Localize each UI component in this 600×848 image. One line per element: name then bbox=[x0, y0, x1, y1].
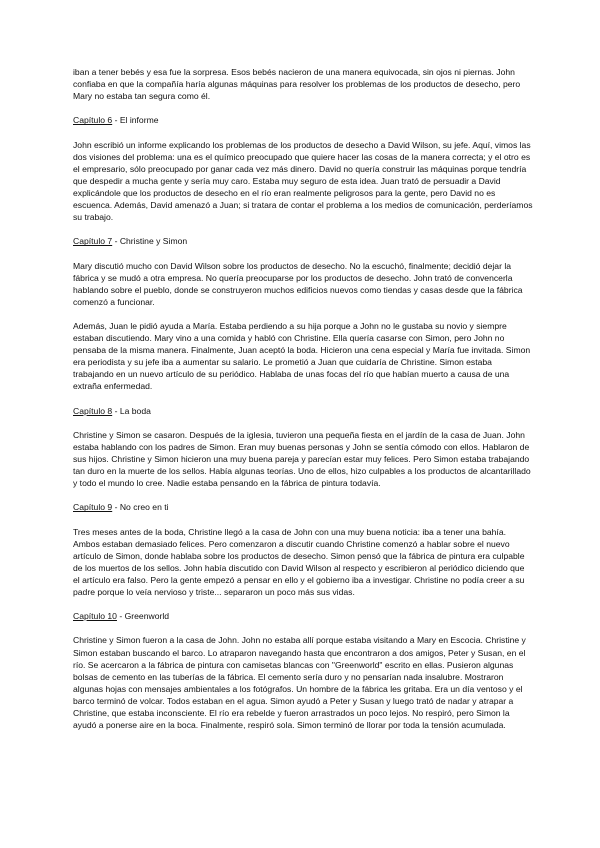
chapter-heading-8 bbox=[73, 405, 533, 417]
chapter-7-paragraph-2: Además, Juan le pidió ayuda a María. Estaba perdiendo a su hija porque a John no le gustaba su novio y siempre estaban discutiendo. Mary vino a una comida y habló con Christine. Ella quería casarse con Simon, pero John no pensaba de la misma manera. Finalmente, Juan aceptó la boda. Hicieron una cena especial y María fue invitada. Simon era periodista y su jefe iba a aumentar su salario. Le prometió a Juan que cuidaría de Christine. Simon estaba trabajando en un nuevo artículo de su periódico. Hablaba de unas focas del río que habían muerto a causa de una extraña enfermedad. bbox=[73, 320, 531, 392]
chapter-heading-7 bbox=[73, 235, 533, 247]
chapter-heading-9 bbox=[73, 501, 533, 513]
chapter-heading-6 bbox=[73, 114, 533, 126]
chapter-9-paragraph: Tres meses antes de la boda, Christine llegó a la casa de John con una muy buena noticia: iba a tener una bahía. Ambos estaban demasiado felices. Pero comenzaron a discutir cuando Christine comenzó a hablar sobre el nuevo artículo de Simon, donde hablaba sobre los productos de desecho. Simon pensó que la fábrica de pintura era culpable de los muertos de los sellos. John había discutido con David Wilson al respecto y escribieron al periódico diciendo que el artículo era falso. Pero la gente empezó a pensar en ello y el gobierno iba a investigar. Christine no podía creer a su padre porque lo veía nervioso y triste... separaron un poco más sus vidas. bbox=[73, 526, 525, 598]
chapter-title-9: - No creo en ti bbox=[112, 502, 169, 513]
chapter-link-10[interactable]: Capítulo 10 bbox=[73, 611, 117, 622]
chapter-link-6[interactable]: Capítulo 6 bbox=[73, 115, 113, 126]
chapter-title-8: - La boda bbox=[112, 405, 151, 416]
chapter-title-7: - Christine y Simon bbox=[112, 236, 188, 247]
chapter-title-10: - Greenworld bbox=[116, 611, 170, 622]
chapter-heading-10 bbox=[73, 610, 533, 622]
chapter-link-8[interactable]: Capítulo 8 bbox=[73, 405, 113, 416]
chapter-8-paragraph: Christine y Simon se casaron. Después de la iglesia, tuvieron una pequeña fiesta en el jardín de la casa de Juan. John estaba hablando con los padres de Simon. Eran muy buenas personas y John se sentía cómodo con ellos. Hablaron de sus hijos. Christine y Simon hicieron una muy buena pareja y parecían estar muy felices. Pero Simon estaba trabajando tan duro en la muerte de los sellos. Había algunas teorías. Uno de ellos, hizo culpables a los productos de alcantarillado y todo el mundo lo cree. Nadie estaba pensando en la fábrica de pintura todavía. bbox=[73, 429, 531, 489]
chapter-link-7[interactable]: Capítulo 7 bbox=[73, 236, 113, 247]
chapter-7-paragraph-1: Mary discutió mucho con David Wilson sobre los productos de desecho. No la escuchó, finalmente; decidió dejar la fábrica y se mudó a otra empresa. No quería preocuparse por los productos de desecho. John trató de convencerla hablando sobre el pueblo, donde se construyeron muchos edificios nuevos como tiendas y casas desde que la fábrica comenzó a funcionar. bbox=[73, 260, 523, 307]
chapter-6-paragraph: John escribió un informe explicando los problemas de los productos de desecho a David Wilson, su jefe. Aquí, vimos las dos visiones del problema: una es el químico preocupado que quiere hacer las cosas de la manera correcta; y el otro es el empresario, sólo preocupado por ganar cada vez más dinero. David no quería construir las máquinas porque tendría que despedir a mucha gente y sería muy caro. Estaba muy seguro de esta idea. Juan trató de persuadir a David explicándole que los productos de desecho en el río eran realmente peligrosos para la gente, pero David no es escuenca. Además, David amenazó a Juan; si tratara de contar el problema a los medios de comunicación, perderíamos su trabajo. bbox=[73, 139, 533, 223]
document-page bbox=[73, 66, 533, 743]
chapter-10-paragraph: Christine y Simon fueron a la casa de John. John no estaba allí porque estaba visitando a Mary en Escocia. Christine y Simon estaban buscando el barco. Lo atraparon navegando hasta que encontraron a dos amigos, Peter y Susan, en el río. Se acercaron a la fábrica de pintura con camisetas blancas con "Greenworld" escrito en ellas. Pusieron algunas bolsas de cemento en las tuberías de la fábrica. El cemento sería duro y no pensarían nada insalubre. Mostraron algunas hojas con mensajes ambientales a los fotógrafos. Un hombre de la fábrica les gritaba. Era un día ventoso y el barco terminó de volcar. Todos estaban en el agua. Simon ayudó a Peter y Susan y luego trató de nadar y atrapar a Christine, que estaba inconsciente. El río era rebelde y fueron arrastrados un poco lejos. No respiró, pero Simon la ayudó a ponerse aire en la boca. Finalmente, respiró sola. Simon terminó de llorar por toda la tensión acumulada. bbox=[73, 635, 526, 731]
chapter-link-9[interactable]: Capítulo 9 bbox=[73, 502, 113, 513]
chapter-title-6: - El informe bbox=[112, 115, 159, 126]
intro-paragraph: iban a tener bebés y esa fue la sorpresa. Esos bebés nacieron de una manera equivocada, sin ojos ni piernas. John confiaba en que la compañía haría algunas máquinas para resolver los problemas de los productos de desecho, pero Mary no estaba tan segura como él. bbox=[73, 67, 521, 102]
